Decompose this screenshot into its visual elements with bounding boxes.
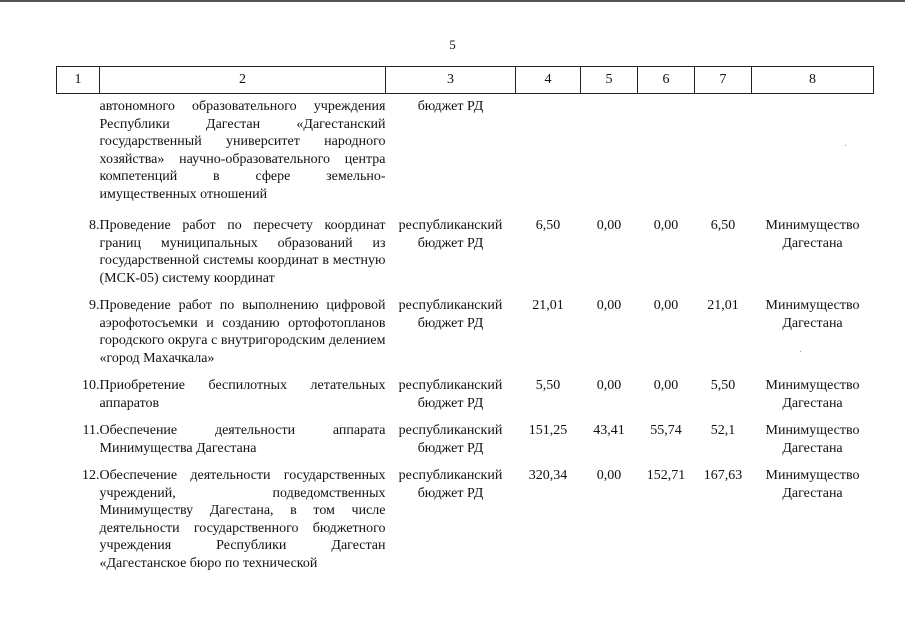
row-description: Обеспечение деятельности аппарата Минимущества Дагестана (99, 423, 386, 456)
row-value-col5: 0,00 (596, 218, 622, 233)
row-value-col4: 5,50 (535, 378, 561, 393)
col-header-5: 5 (581, 67, 638, 94)
row-funding-source: республиканский бюджет РД (398, 468, 503, 501)
row-funding-source: республиканский бюджет РД (398, 423, 503, 456)
row-value-col7: 167,63 (703, 468, 743, 483)
row-number (57, 94, 100, 218)
row-executor: Минимущество Дагестана (765, 423, 860, 456)
row-executor: Минимущество Дагестана (765, 298, 860, 331)
row-description: автономного образовательного учреждения Республики Дагестан «Дагестанский государственный университет народного хозяйства» научно-образовательного центра компетенций в сфере земельно-имущественных отношений (99, 99, 386, 202)
row-value-col5: 0,00 (596, 468, 622, 483)
row-value-col5: 0,00 (596, 298, 622, 313)
row-funding-source: республиканский бюджет РД (398, 298, 503, 331)
row-number: 11. (82, 423, 100, 438)
row-funding-source: республиканский бюджет РД (398, 378, 503, 411)
row-value-col6 (638, 94, 695, 218)
row-value-col7: 52,1 (710, 423, 736, 438)
row-number: 8. (89, 218, 100, 233)
col-header-1: 1 (57, 67, 100, 94)
col-header-8: 8 (752, 67, 874, 94)
row-value-col7: 6,50 (710, 218, 736, 233)
table-row-continuation (57, 94, 874, 218)
scan-speck: · (844, 141, 848, 152)
col-header-2: 2 (100, 67, 386, 94)
page-number: 5 (449, 37, 456, 52)
row-number: 10. (82, 378, 100, 393)
row-value-col4: 21,01 (532, 298, 564, 313)
row-executor (752, 94, 874, 218)
col-header-6: 6 (638, 67, 695, 94)
table-row (57, 377, 874, 422)
table-row (57, 217, 874, 297)
row-value-col4 (516, 94, 581, 218)
row-executor: Минимущество Дагестана (765, 218, 860, 251)
row-funding-source: республиканский бюджет РД (398, 218, 503, 251)
table-row (57, 297, 874, 377)
row-description: Обеспечение деятельности государственных учреждений, подведомственных Минимуществу Дагестана, в том числе деятельности государственного бюджетного учреждения Республики Дагестан «Дагестанское бюро по технической (99, 468, 386, 571)
row-executor: Минимущество Дагестана (765, 378, 860, 411)
row-value-col5: 43,41 (593, 423, 625, 438)
col-header-4: 4 (516, 67, 581, 94)
row-value-col7: 5,50 (710, 378, 736, 393)
col-header-7: 7 (695, 67, 752, 94)
row-funding-source: бюджет РД (417, 99, 484, 114)
table-row (57, 422, 874, 467)
row-number: 12. (82, 468, 100, 483)
row-executor: Минимущество Дагестана (765, 468, 860, 501)
program-table (56, 66, 874, 572)
row-value-col6: 152,71 (646, 468, 686, 483)
row-value-col5 (581, 94, 638, 218)
row-value-col6: 0,00 (653, 218, 679, 233)
row-description: Проведение работ по выполнению цифровой аэрофотосъемки и созданию ортофотопланов городского округа с внутригородским делением «город Махачкала» (99, 298, 386, 366)
row-value-col4: 151,25 (528, 423, 568, 438)
row-value-col4: 320,34 (528, 468, 568, 483)
row-value-col5: 0,00 (596, 378, 622, 393)
scan-speck: · (799, 347, 803, 358)
scan-top-border (0, 0, 905, 2)
row-description: Приобретение беспилотных летательных аппаратов (99, 378, 386, 411)
header-row (57, 67, 874, 94)
row-value-col7 (695, 94, 752, 218)
row-value-col6: 0,00 (653, 378, 679, 393)
row-value-col6: 55,74 (650, 423, 682, 438)
row-value-col7: 21,01 (707, 298, 739, 313)
row-number: 9. (89, 298, 100, 313)
row-description: Проведение работ по пересчету координат границ муниципальных образований из государственной системы координат в местную (МСК-05) систему координат (99, 218, 386, 286)
row-value-col4: 6,50 (535, 218, 561, 233)
table-row (57, 467, 874, 572)
col-header-3: 3 (386, 67, 516, 94)
row-value-col6: 0,00 (653, 298, 679, 313)
